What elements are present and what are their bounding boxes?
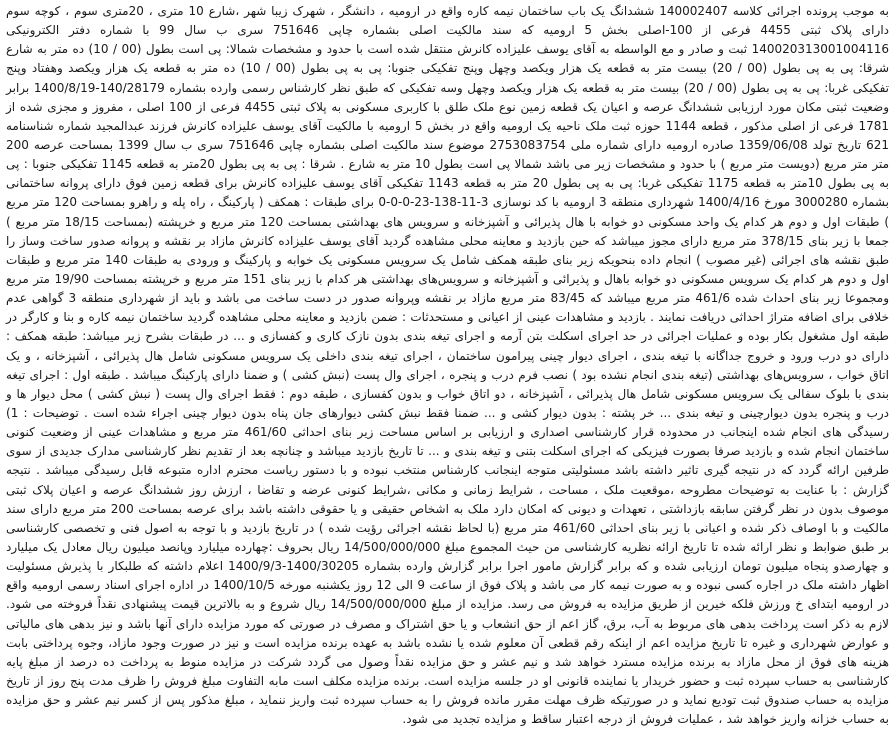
auction-notice-text: به موجب پرونده اجرائی کلاسه 140002407 ششدانگ یک باب ساختمان نیمه کاره واقع در ارومیه ، دانشگر ، شهرک زیبا شهر ،شارع 10 متری ، 20متری سوم ، کوچه سوم دارای پلاک ثبتی 4455 فرعی از 100-اصلی بخش 5 ارومیه که سند مالکیت اصلی بشماره چاپی 751646 سری ب سال 99 با شماره دفتر الکترونیکی 140020313001004116 ثبت و صادر و مع الواسطه به آقای یوسف علیزاده کانرش منتقل شده است با حدود و مشخصات شمالا: پی است بطول (00 / 10) ده متر به شارع شرقا: پی به پی بطول (00 / 20) بیست متر به قطعه یک هزار ویکصد وچهل وپنج تفکیکی جنوبا: پی به پی بطول (00 / 10) ده متر به قطعه یک هزار ویکصد وهفتاد وپنج تفکیکی غربا: پی به پی بطول (00 / 20) بیست متر به قطعه یک هزار ویکصد وچهل وسه تفکیکی که طبق نظر کارشناس رسمی وارده بشماره 140/28179-1400/8/19 برابر وضعیت ثبتی مکان مورد ارزیابی ششدانگ عرصه و اعیان یک قطعه زمین نوع ملک طلق با کاربری مسکونی به پلاک ثبتی 4455 فرعی از 100 اصلی ، مفروز و مجزی شده از 1781 فرعی از اصلی مذکور ، قطعه 1144 حوزه ثبت ملک ناحیه یک ارومیه واقع در بخش 5 ارومیه با مالکیت آقای یوسف علیزاده کانرش فرزند عبدالمجید شماره شناسنامه 621 تاریخ تولد 1359/06/08 صادره ارومیه دارای شماره ملی 2753083754 موضوع سند مالکیت اصلی بشماره چاپی 751646 سری ب سال 1399 بمساحت عرصه 200 متر متر مربع (دویست متر مربع ) با حدود و مشخصات زیر می باشد شمالا پی است بطول 10 متر به شارع . شرقا : پی به پی بطول 20متر به قطعه 1145 تفکیکی جنوبا : پی به پی بطول 10متر به قطعه 1175 تفکیکی غربا: پی به پی بطول 20 متر به قطعه 1143 تفکیکی آقای یوسف علیزاده کانرش برای قطعه زمین فوق دارای پروانه ساختمانی بشماره 3000280 مورخ 1400/4/16 شهرداری منطقه 3 ارومیه با کد نوسازی 3-11-138-23-0-0-0 برای طبقات : همکف ( پارکینگ ، راه پله و راهرو بمساحت 120 متر مربع ) طبقات اول و دوم هر کدام یک واحد مسکونی دو خوابه با هال پذیرائی و آشپزخانه و سرویس های بهداشتی بمساحت 120 متر مربع و خرپشته (بمساحت 18/15 متر مربع ) جمعا با زیر بنای 378/15 متر مربع دارای مجوز میباشد که حین بازدید و معاینه محلی مشاهده گردید آقای یوسف علیزاده کانرش مازاد بر نقشه و پروانه صدور ساخت وساز را طبق نقشه های اجرائی (غیر مصوب ) انجام داده بنحویکه زیر بنای طبقه همکف شامل یک سرویس مسکونی یک خوابه و پارکینگ و ورودی به طبقات 140 متر مربع و طبقات اول و دوم هر کدام یک سرویس مسکونی دو خوابه باهال و پذیرائی و آشپزخانه و سرویس‌های بهداشتی هر کدام با زیر بنای 151 متر مربع و خرپشته بمساحت 19/90 متر مربع ومجموعا زیر بنای احداث شده 461/6 متر مربع میباشد که 83/45 متر مربع مازاد بر نقشه وپروانه صدور در دست ساخت می باشد و باید از شهرداری منطقه 3 گواهی عدم خلافی برای اضافه متراژ احداثی دریافت نمایند . بازدید و مشاهدات عینی از اعیانی و مستحدثات : ضمن بازدید و معاینه محلی مشاهده گردید ساختمان نیمه کاره و بنا و کارگر در طبقه اول مشغول بکار بوده و عملیات اجرائی در حد اجرای اسکلت بتن آرمه و اجرای تیغه بندی بدون نازک کاری و کفسازی و ... در طبقات بشرح زیر میباشد: طبقه همکف : دارای دو درب ورود و خروج جداگانه با تیغه بندی ، اجرای دیوار چینی پیرامون ساختمان ، اجرای تیغه بندی داخلی یک سرویس مسکونی شامل هال پذیرائی ، آشپزخانه ، و یک اتاق خواب ، سرویس‌های بهداشتی (تیغه بندی انجام نشده بود ) نصب فرم درب و پنجره ، اجرای وال پست (نبش کشی ) و ضمنا دارای پارکینگ میباشد . طبقه اول : اجرای تیغه بندی با بلوک سفالی یک سرویس مسکونی شامل هال پذیرائی ، آشپزخانه ، دو اتاق خواب و بدون کفسازی ، طبقه دوم : فقط اجرای وال پست ( نبش کشی ) محل دیوار ها و درب و پنجره بدون دیوارچینی و تیغه بندی ... خر پشته : بدون دیوار کشی و ... ضمنا فقط نبش کشی دیوارهای جان پناه بدون دیوار چینی اجراء شده است . توضیحات : 1) رسیدگی های انجام شده اینجانب در محدوده قرار کارشناسی اصداری و ارزیابی بر اساس مساحت زیر بنای احداثی 461/60 متر مربع و مشاهدات عینی از وضعیت کنونی ساختمان انجام شده و بازدید صرفا بصورت فیزیکی که اجرای اسکلت بتنی و تیغه بندی و ... تا تاریخ بازدید میباشد و چنانچه بعد از تقدیم نظر کارشناسی مدارک جدیدی از سوی طرفین ارائه گردد که در نتیجه گیری تاثیر داشته باشد مسئولیتی متوجه اینجانب کارشناس منتخب نبوده و با دستور ریاست محترم اداره متبوعه قابل رسیدگی میباشد . نتیجه گزارش : با عنایت به توضیحات مطروحه ،موقعیت ملک ، مساحت ، شرایط زمانی و مکانی ،شرایط کنونی عرضه و تقاضا ، ارزش روز ششدانگ عرصه و اعیان پلاک ثبتی موصوف بدون در نظر گرفتن سابقه بازداشتی ، تعهدات و دیونی که امکان دارد ملک به اشخاص حقیقی و یا حقوقی داشته باشد برای عرصه بمساحت 200 متر مربع دارای سند مالکیت و با اوصاف ذکر شده و اعیانی با زیر بنای احداثی 461/60 متر مربع (با لحاظ نقشه اجرائی رؤیت شده ) در تاریخ بازدید و با توجه به اصول فنی و تخصصی کارشناسی بر طبق ضوابط و نظر ارائه شده تا تاریخ ارائه نظریه کارشناسی من حیث المجموع مبلغ 14/500/000/000 ریال بحروف :چهارده میلیارد وپانصد میلیون ریال معادل یک میلیارد و چهارصدو پنجاه میلیون تومان ارزیابی شده و که برابر گزارش مامور اجرا برابر گزارش وارده بشماره 1400/30205-1400/9/3 اعلام داشته که طلبکار با پذیرش مسئولیت اظهار داشته ملک در اجاره کسی نبوده و به صورت نیمه کار می باشد و پلاک فوق از ساعت 9 الی 12 روز یکشنبه مورخه 1400/10/5 در اداره اجرای اسناد رسمی ارومیه واقع در ارومیه ابتدای خ ورزش فلکه خیرین از طریق مزایده به فروش می رسد. مزایده از مبلغ 14/500/000/000 ریال شروع و به بالاترین قیمت پیشنهادی نقداً فروخته می شود. لازم به ذکر است پرداخت بدهی های مربوط به آب، برق، گاز اعم از حق انشعاب و یا حق اشتراک و مصرف در صورتی که مورد مزایده دارای آنها باشد و نیز بدهی های مالیاتی و عوارض شهرداری و غیره تا تاریخ مزایده اعم از اینکه رقم قطعی آن معلوم شده یا نشده باشد به عهده برنده مزایده است و نیز در صورت وجود مازاد، وجوه پرداختی بابت هزینه های فوق از محل مازاد به برنده مزایده مسترد خواهد شد و نیم عشر و حق مزایده نقداً وصول می گردد شرکت در مزایده منوط به پرداخت ده درصد از مبلغ پایه کارشناسی به حساب سپرده ثبت و حضور خریدار یا نماینده قانونی او در جلسه مزایده است. برنده مزایده مکلف است مابه التفاوت مبلغ فروش را ظرف مدت پنج روز از تاریخ مزایده به حساب صندوق ثبت تودیع نماید و در صورتیکه ظرف مهلت مقرر مانده فروش را به حساب سپرده ثبت واریز ننماید ، مبلغ مذکور پس از کسر نیم عشر و حق مزایده به حساب خزانه واریز خواهد شد ، عملیات فروش از درجه اعتبار ساقط و مزایده تجدید می شود. <box>6 4 890 727</box>
